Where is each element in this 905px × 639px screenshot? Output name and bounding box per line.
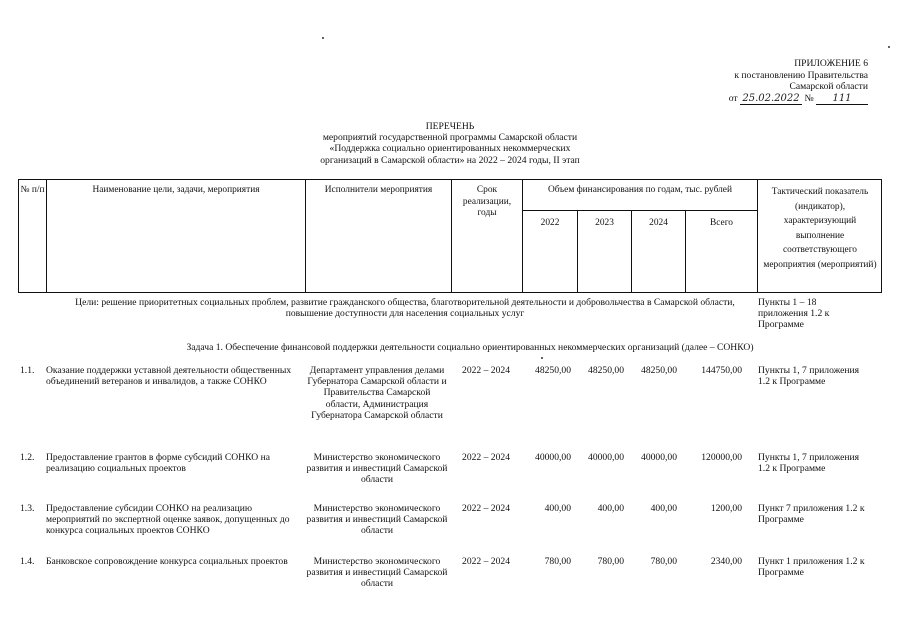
row-value-2023: 780,00: [597, 556, 624, 567]
appendix-date-line: [700, 93, 868, 105]
goal-reference: Пункты 1 – 18 приложения 1.2 к Программе: [758, 297, 830, 331]
header-year-2022: 2022: [540, 218, 560, 228]
row-value-2023: 400,00: [597, 503, 624, 514]
row-name: Оказание поддержки уставной деятельности общественных объединений ветеранов и инвалидов, а также СОНКО: [46, 365, 292, 388]
task-text: Задача 1. Обеспечение финансовой поддержки деятельности социально ориентированных некоммерческих организаций (далее – СОНКО): [186, 342, 754, 353]
number-prefix: №: [804, 92, 814, 104]
handwritten-date: 25.02.2022: [740, 93, 802, 105]
appendix-title: ПРИЛОЖЕНИЕ 6: [794, 58, 868, 69]
row-total: 1200,00: [710, 503, 742, 514]
header-year-2023: 2023: [595, 218, 614, 228]
appendix-line-region: Самарской области: [789, 81, 868, 92]
appendix-block: [700, 58, 868, 105]
row-num: 1.3.: [20, 503, 35, 514]
document-subtitle-line-1: мероприятий государственной программы Самарской области: [322, 132, 578, 144]
scan-speck: [322, 37, 324, 39]
date-prefix: от: [728, 92, 738, 104]
row-value-2022: 40000,00: [535, 452, 571, 463]
row-indicator: Пункт 7 приложения 1.2 к Программе: [758, 503, 865, 526]
row-value-2024: 780,00: [650, 556, 677, 567]
scan-speck: [541, 357, 543, 359]
row-num: 1.4.: [20, 556, 35, 567]
row-total: 120000,00: [701, 452, 742, 463]
row-value-2024: 400,00: [650, 503, 677, 514]
row-executor: Департамент управления делами Губернатора Самарской области и Правительства Самарской области, Администрация Губернатора Самарской области: [307, 365, 447, 421]
row-num: 1.2.: [20, 452, 35, 463]
row-name: Предоставление субсидии СОНКО на реализацию мероприятий по экспертной оценке заявок, допущенных до конкурса социальных проектов СОНКО: [46, 503, 290, 537]
row-indicator: Пункт 1 приложения 1.2 к Программе: [758, 556, 865, 579]
header-name: Наименование цели, задачи, мероприятия: [92, 185, 260, 195]
row-value-2022: 400,00: [544, 503, 571, 514]
scan-speck: [888, 46, 890, 48]
row-executor: Министерство экономического развития и инвестиций Самарской области: [306, 503, 448, 537]
header-financing: Объем финансирования по годам, тыс. рублей: [548, 185, 732, 195]
document-subtitle-line-2: «Поддержка социально ориентированных некоммерческих: [329, 143, 571, 155]
row-num: 1.1.: [20, 365, 35, 376]
row-value-2024: 48250,00: [641, 365, 677, 376]
row-total: 2340,00: [710, 556, 742, 567]
header-total: Всего: [710, 218, 733, 228]
document-subtitle-line-3: организаций в Самарской области» на 2022 – 2024 годы, II этап: [320, 154, 580, 166]
goal-text: Цели: решение приоритетных социальных проблем, развитие гражданского общества, благотворительной деятельности и добровольчества в Самарской области, повышение доступности для населения социальных услуг: [75, 297, 735, 320]
header-num: № п/п: [20, 185, 45, 195]
row-indicator: Пункты 1, 7 приложения 1.2 к Программе: [758, 365, 860, 388]
document-title: [280, 121, 620, 166]
row-value-2023: 48250,00: [588, 365, 624, 376]
row-term: 2022 – 2024: [462, 556, 510, 567]
row-value-2024: 40000,00: [641, 452, 677, 463]
document-heading: ПЕРЕЧЕНЬ: [425, 121, 475, 132]
row-value-2022: 780,00: [544, 556, 571, 567]
row-total: 144750,00: [701, 365, 742, 376]
appendix-line-resolution: к постановлению Правительства: [734, 69, 868, 81]
row-name: Банковское сопровождение конкурса социальных проектов: [46, 556, 288, 567]
row-term: 2022 – 2024: [462, 503, 510, 514]
row-term: 2022 – 2024: [462, 452, 510, 463]
row-term: 2022 – 2024: [462, 365, 510, 376]
table-header: [18, 179, 882, 293]
row-executor: Министерство экономического развития и инвестиций Самарской области: [306, 556, 448, 590]
header-term: Срок реализации, годы: [462, 185, 512, 219]
header-year-2024: 2024: [649, 218, 668, 228]
header-indicator: Тактический показатель (индикатор), характеризующий выполнение соответствующего мероприятия (мероприятий): [763, 187, 877, 270]
row-value-2022: 48250,00: [535, 365, 571, 376]
row-name: Предоставление грантов в форме субсидий СОНКО на реализацию социальных проектов: [46, 452, 270, 475]
row-executor: Министерство экономического развития и инвестиций Самарской области: [306, 452, 448, 486]
handwritten-number: 111: [816, 93, 868, 105]
row-value-2023: 40000,00: [588, 452, 624, 463]
row-indicator: Пункты 1, 7 приложения 1.2 к Программе: [758, 452, 860, 475]
header-executors: Исполнители мероприятия: [324, 185, 433, 195]
